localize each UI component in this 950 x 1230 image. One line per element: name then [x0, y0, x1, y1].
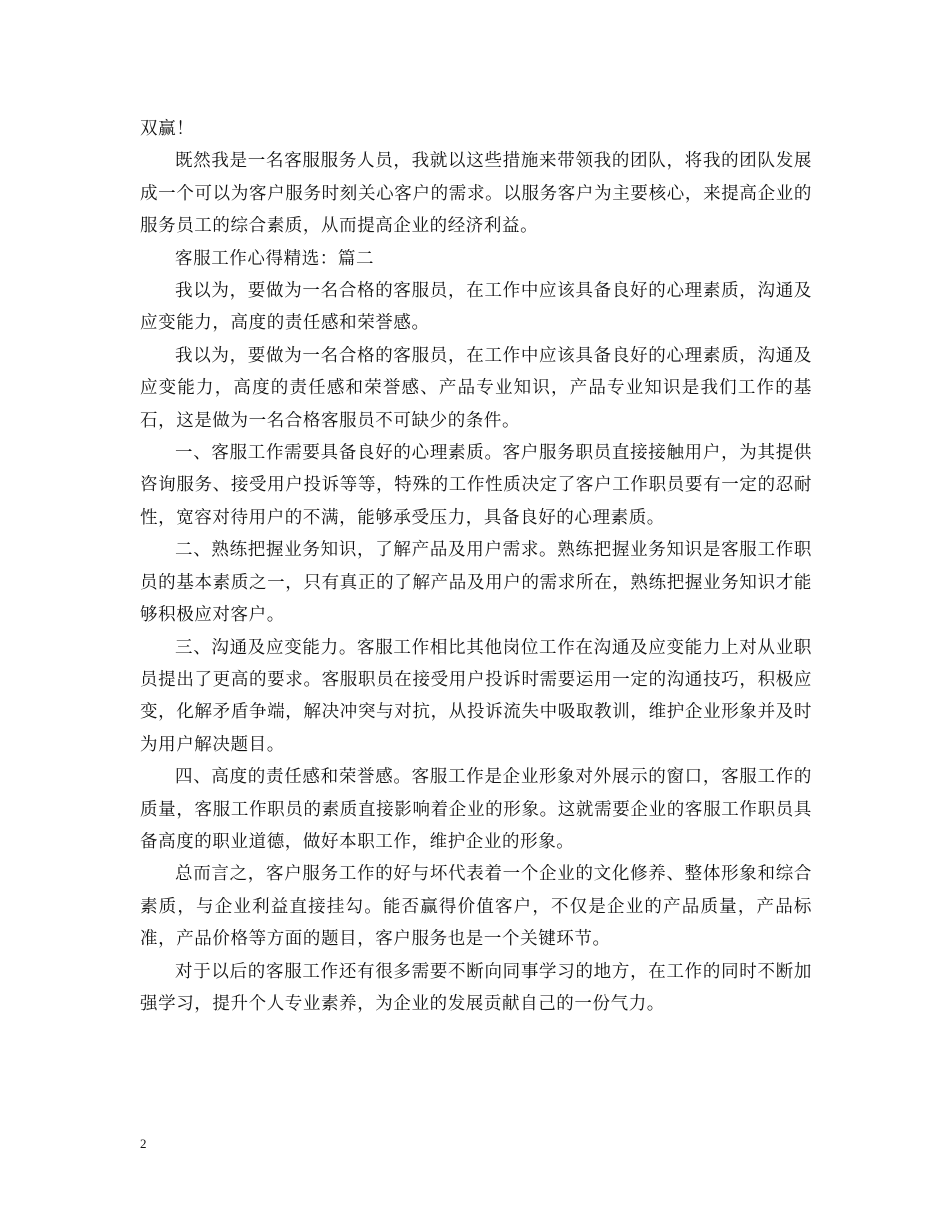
paragraph: 对于以后的客服工作还有很多需要不断向同事学习的地方，在工作的同时不断加强学习，提升个人专业素养，为企业的发展贡献自己的一份气力。 [140, 961, 812, 1014]
paragraph: 我以为，要做为一名合格的客服员，在工作中应该具备良好的心理素质，沟通及应变能力，高度的责任感和荣誉感、产品专业知识，产品专业知识是我们工作的基石，这是做为一名合格客服员不可缺少的条件。 [140, 345, 812, 431]
paragraph: 总而言之，客户服务工作的好与坏代表着一个企业的文化修养、整体形象和综合素质，与企业利益直接挂勾。能否赢得价值客户，不仅是企业的产品质量，产品标准，产品价格等方面的题目，客户服务也是一个关键环节。 [140, 864, 812, 950]
paragraph: 一、客服工作需要具备良好的心理素质。客户服务职员直接接触用户，为其提供咨询服务、接受用户投诉等等，特殊的工作性质决定了客户工作职员要有一定的忍耐性，宽容对待用户的不满，能够承受压力，具备良好的心理素质。 [140, 443, 812, 528]
paragraph: 四、高度的责任感和荣誉感。客服工作是企业形象对外展示的窗口，客服工作的质量，客服工作职员的素质直接影响着企业的形象。这就需要企业的客服工作职员具备高度的职业道德，做好本职工作，维护企业的形象。 [140, 767, 812, 852]
paragraph: 既然我是一名客服服务人员，我就以这些措施来带领我的团队，将我的团队发展成一个可以为客户服务时刻关心客户的需求。以服务客户为主要核心，来提高企业的服务员工的综合素质，从而提高企业的经济利益。 [140, 151, 812, 237]
paragraph: 二、熟练把握业务知识，了解产品及用户需求。熟练把握业务知识是客服工作职员的基本素质之一，只有真正的了解产品及用户的需求所在，熟练把握业务知识才能够积极应对客户。 [140, 540, 812, 626]
paragraph: 三、沟通及应变能力。客服工作相比其他岗位工作在沟通及应变能力上对从业职员提出了更高的要求。客服职员在接受用户投诉时需要运用一定的沟通技巧，积极应变，化解矛盾争端，解决冲突与对抗，从投诉流失中吸取教训，维护企业形象并及时为用户解决题目。 [140, 637, 812, 755]
document-body [140, 113, 812, 1020]
paragraph: 我以为，要做为一名合格的客服员，在工作中应该具备良好的心理素质，沟通及应变能力，高度的责任感和荣誉感。 [140, 281, 812, 334]
paragraph: 双赢！ [140, 119, 195, 139]
section-heading: 客服工作心得精选：篇二 [175, 248, 375, 269]
page-number: 2 [140, 1136, 147, 1151]
